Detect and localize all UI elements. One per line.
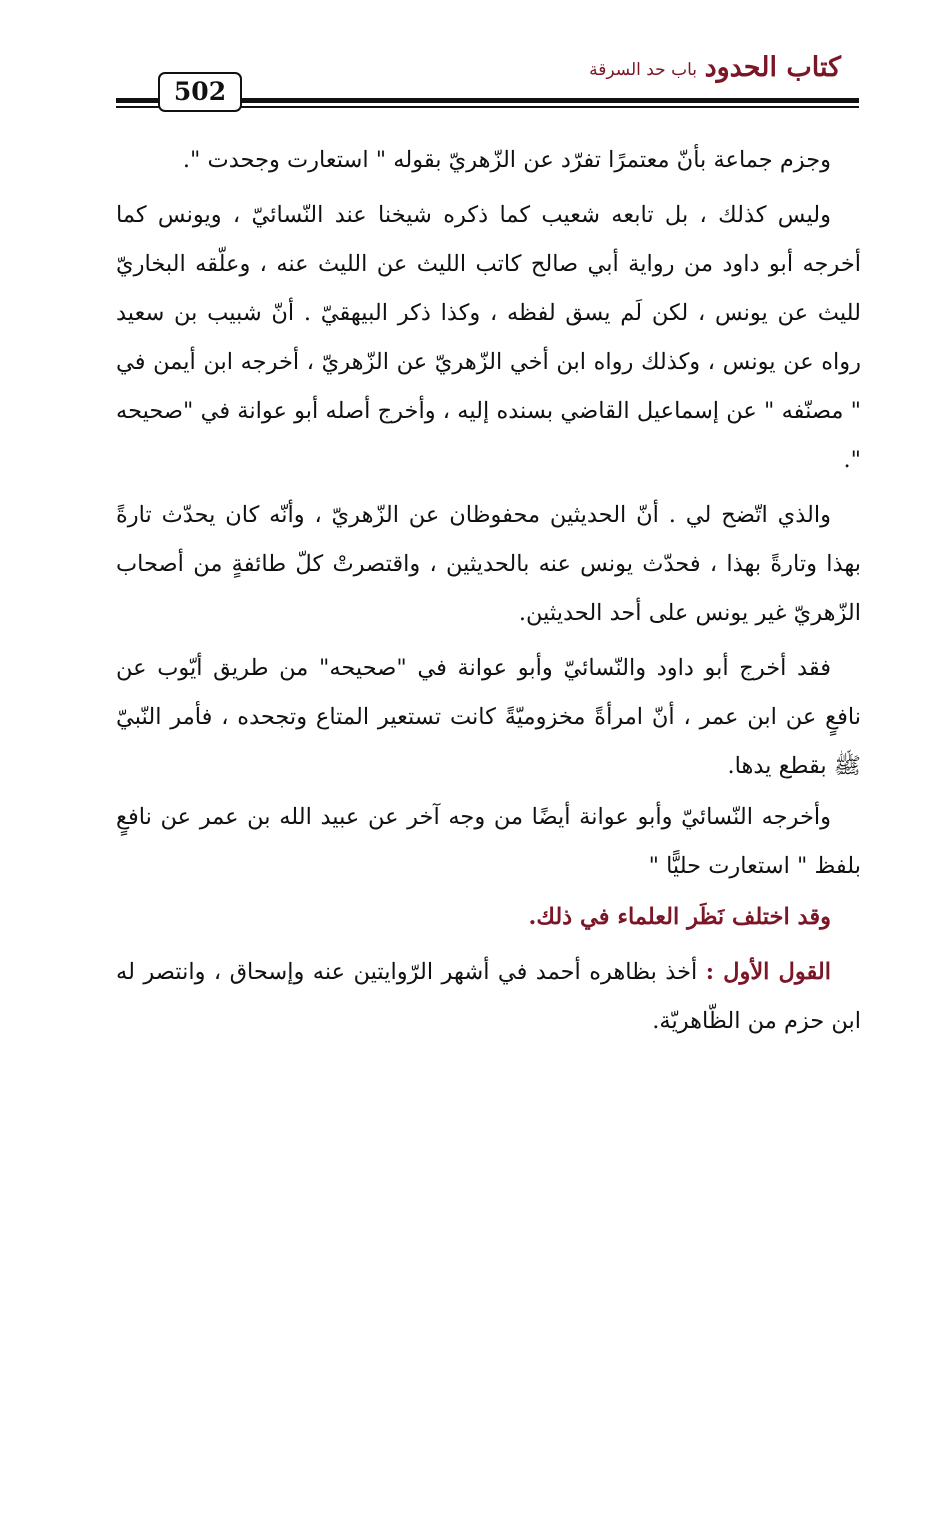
chapter-title: باب حد السرقة bbox=[589, 60, 697, 80]
paragraph: وجزم جماعة بأنّ معتمرًا تفرّد عن الزّهريّ بقوله " استعارت وجحدت ". bbox=[182, 147, 831, 173]
paragraph: فقد أخرج أبو داود والنّسائيّ وأبو عوانة في "صحيحه" من طريق أيّوب عن نافعٍ عن ابن عمر ، أنّ امرأةً مخزوميّةً كانت تستعير المتاع وتجحده ، فأمر النّبيّ ﷺ بقطع يدها. bbox=[116, 655, 861, 779]
book-title: كتاب الحدود bbox=[704, 52, 841, 83]
first-opinion-label: القول الأول : bbox=[705, 959, 831, 985]
paragraph: وأخرجه النّسائيّ وأبو عوانة أيضًا من وجه آخر عن عبيد الله بن عمر عن نافعٍ بلفظ " استعارت حليًّا " bbox=[116, 804, 861, 879]
paragraph: والذي اتّضح لي . أنّ الحديثين محفوظان عن الزّهريّ ، وأنّه كان يحدّث تارةً بهذا وتارةً بهذا ، فحدّث يونس عنه بالحديثين ، واقتصرتْ كلّ طائفةٍ من أصحاب الزّهريّ غير يونس على أحد الحديثين. bbox=[116, 502, 861, 626]
first-opinion-text: أخذ بظاهره أحمد في أشهر الرّوايتين عنه وإسحاق ، وانتصر له ابن حزم من الظّاهريّة. bbox=[116, 959, 861, 1034]
first-opinion-paragraph bbox=[116, 948, 861, 1046]
section-heading: وقد اختلف نَظَر العلماء في ذلك. bbox=[528, 904, 831, 930]
body-text bbox=[116, 136, 861, 1052]
page-number: 502 bbox=[158, 72, 242, 112]
paragraph: وليس كذلك ، بل تابعه شعيب كما ذكره شيخنا عند النّسائيّ ، ويونس كما أخرجه أبو داود من رواية أبي صالح كاتب الليث عن الليث عنه ، وعلّقه البخاريّ لليث عن يونس ، لكن لَم يسق لفظه ، وكذا ذكر البيهقيّ . أنّ شبيب بن سعيد رواه عن يونس ، وكذلك رواه ابن أخي الزّهريّ عن الزّهريّ ، أخرجه ابن أيمن في " مصنّفه " عن إسماعيل القاضي بسنده إليه ، وأخرج أصله أبو عوانة في "صحيحه ". bbox=[116, 202, 861, 473]
